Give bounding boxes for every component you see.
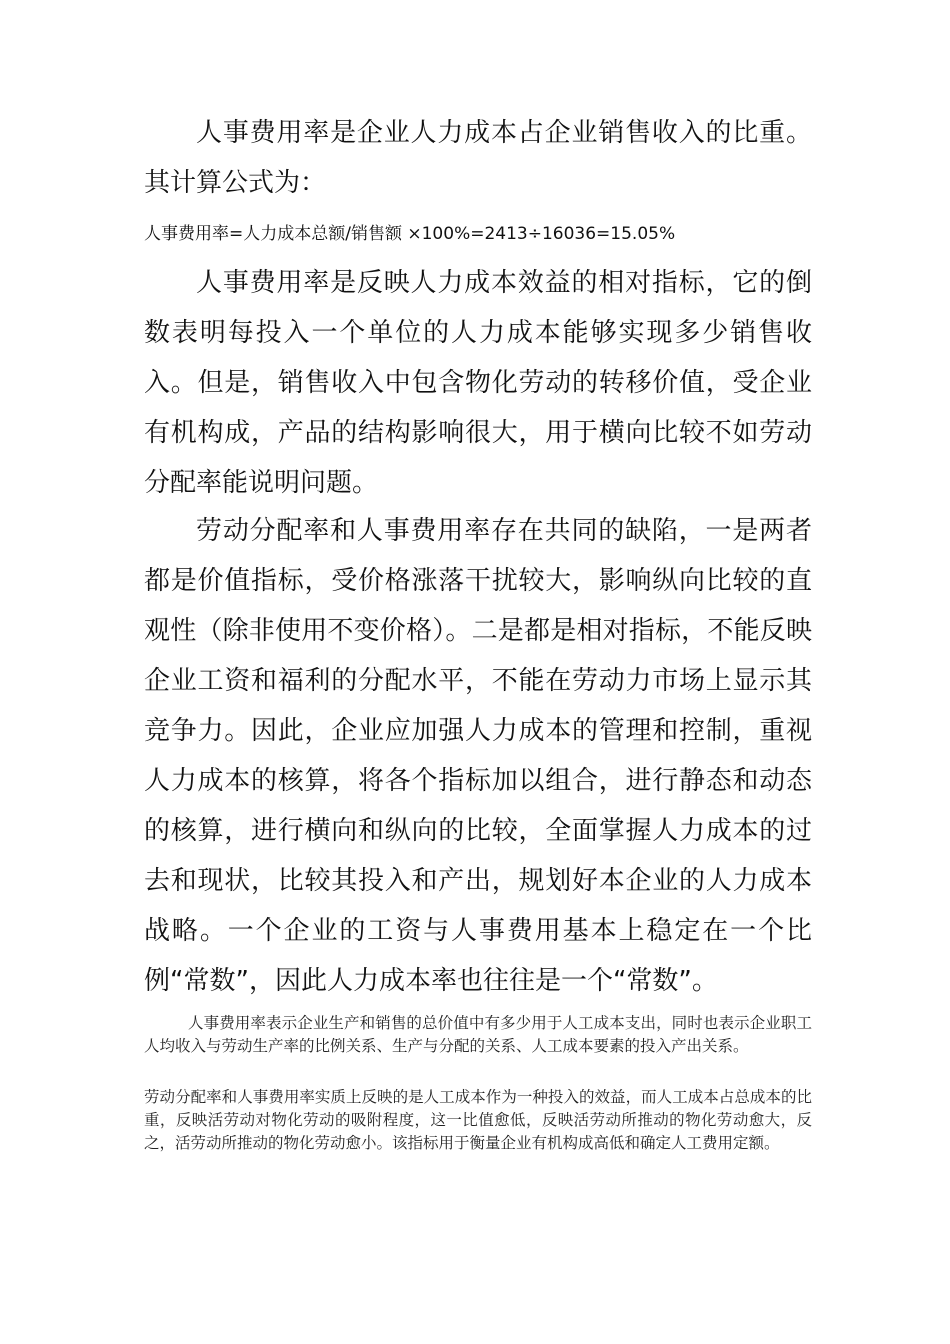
paragraph-defects: 劳动分配率和人事费用率存在共同的缺陷，一是两者都是价值指标，受价格涨落干扰较大，影响纵向比较的直观性（除非使用不变价格）。二是都是相对指标，不能反映企业工资和福利的分配水平，不能在劳动力市场上显示其竞争力。因此，企业应加强人力成本的管理和控制，重视人力成本的核算，将各个指标加以组合，进行静态和动态的核算，进行横向和纵向的比较，全面掌握人力成本的过去和现状，比较其投入和产出，规划好本企业的人力成本战略。一个企业的工资与人事费用基本上稳定在一个比例“常数”，因此人力成本率也往往是一个“常数”。 <box>144 516 812 996</box>
paragraph-definition: 人事费用率是企业人力成本占企业销售收入的比重。其计算公式为： <box>144 118 812 198</box>
paragraph-reciprocal: 人事费用率是反映人力成本效益的相对指标，它的倒数表明每投入一个单位的人力成本能够实现多少销售收入。但是，销售收入中包含物化劳动的转移价值，受企业有机构成，产品的结构影响很大，用于横向比较不如劳动分配率能说明问题。 <box>144 268 812 498</box>
paragraph-note-1: 人事费用率表示企业生产和销售的总价值中有多少用于人工成本支出，同时也表示企业职工人均收入与劳动生产率的比例关系、生产与分配的关系、人工成本要素的投入产出关系。 <box>144 1014 812 1055</box>
formula-line: 人事费用率=人力成本总额/销售额 ×100%=2413÷16036=15.05% <box>144 224 676 244</box>
paragraph-note-2: 劳动分配率和人事费用率实质上反映的是人工成本作为一种投入的效益，而人工成本占总成本的比重，反映活劳动对物化劳动的吸附程度，这一比值愈低，反映活劳动所推动的物化劳动愈大，反之，活劳动所推动的物化劳动愈小。该指标用于衡量企业有机构成高低和确定人工费用定额。 <box>144 1088 812 1152</box>
